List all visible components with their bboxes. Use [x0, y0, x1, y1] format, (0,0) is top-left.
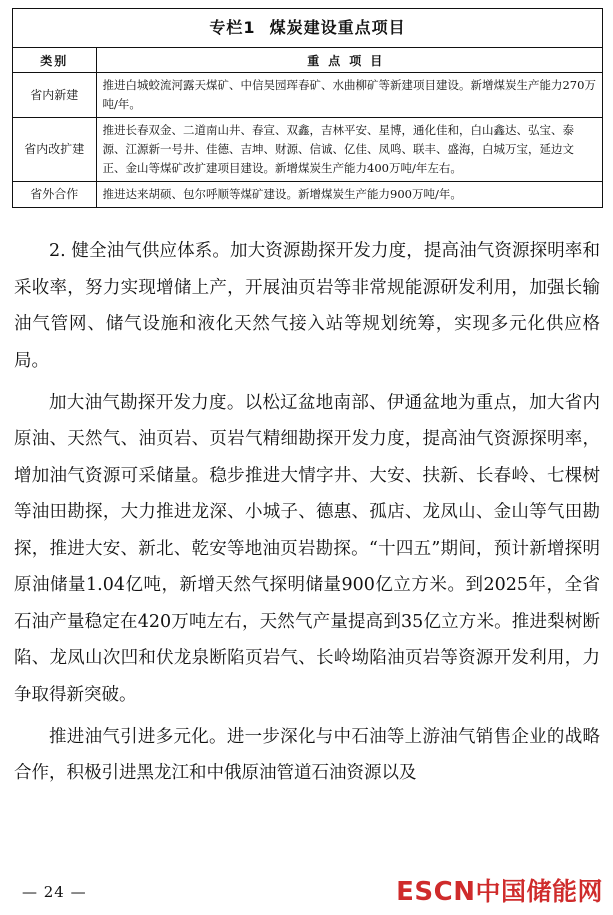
body-text — [14, 233, 600, 797]
watermark-cn: 中国储能网 — [475, 877, 603, 906]
row-content: 推进白城蛟流河露天煤矿、中信昊园珲春矿、水曲柳矿等新建项目建设。新增煤炭生产能力270万吨/年。 — [96, 73, 602, 118]
row-content: 推进长春双金、二道南山井、春宣、双鑫，吉林平安、星博，通化佳和，白山鑫达、弘宝、泰源、江源新一号井、佳德、吉坤、财源、信诚、亿佳、凤鸣、联丰、盛海，白城万宝，延边文正、金山等煤矿改扩建项目建设。新增煤炭生产能力400万吨/年左右。 — [96, 118, 602, 182]
project-table — [13, 48, 602, 207]
watermark-logo — [396, 872, 603, 908]
watermark-latin: ESCN — [396, 877, 476, 907]
row-category: 省内新建 — [13, 73, 96, 118]
paragraph: 2. 健全油气供应体系。加大资源勘探开发力度，提高油气资源探明率和采收率，努力实现增储上产，开展油页岩等非常规能源研发利用，加强长输油气管网、储气设施和液化天然气接入站等规划统筹，实现多元化供应格局。 — [14, 241, 600, 371]
project-box — [12, 8, 603, 208]
table-row — [13, 182, 602, 208]
header-category: 类别 — [13, 48, 96, 73]
row-category: 省外合作 — [13, 182, 96, 208]
table-row — [13, 118, 602, 182]
paragraph: 加大油气勘探开发力度。以松辽盆地南部、伊通盆地为重点，加大省内原油、天然气、油页岩、页岩气精细勘探开发力度，提高油气资源探明率，增加油气资源可采储量。稳步推进大情字井、大安、扶新、长春岭、七棵树等油田勘探，大力推进龙深、小城子、德惠、孤店、龙凤山、金山等气田勘探，推进大安、新北、乾安等地油页岩勘探。“十四五”期间，预计新增探明原油储量1.04亿吨，新增天然气探明储量900亿立方米。到2025年，全省石油产量稳定在420万吨左右，天然气产量提高到35亿立方米。推进梨树断陷、龙凤山次凹和伏龙泉断陷页岩气、长岭坳陷油页岩等资源开发利用，力争取得新突破。 — [14, 392, 600, 705]
row-category: 省内改扩建 — [13, 118, 96, 182]
box-title-text: 煤炭建设重点项目 — [269, 18, 406, 37]
box-title — [13, 9, 602, 48]
table-row — [13, 73, 602, 118]
header-projects: 重点项目 — [96, 48, 602, 73]
paragraph: 推进油气引进多元化。进一步深化与中石油等上游油气销售企业的战略合作，积极引进黑龙江和中俄原油管道石油资源以及 — [14, 726, 600, 783]
table-header-row — [13, 48, 602, 73]
box-title-label: 专栏1 — [209, 18, 256, 37]
row-content: 推进达来胡硕、包尔呼顺等煤矿建设。新增煤炭生产能力900万吨/年。 — [96, 182, 602, 208]
page-number: — 24 — — [22, 883, 87, 901]
